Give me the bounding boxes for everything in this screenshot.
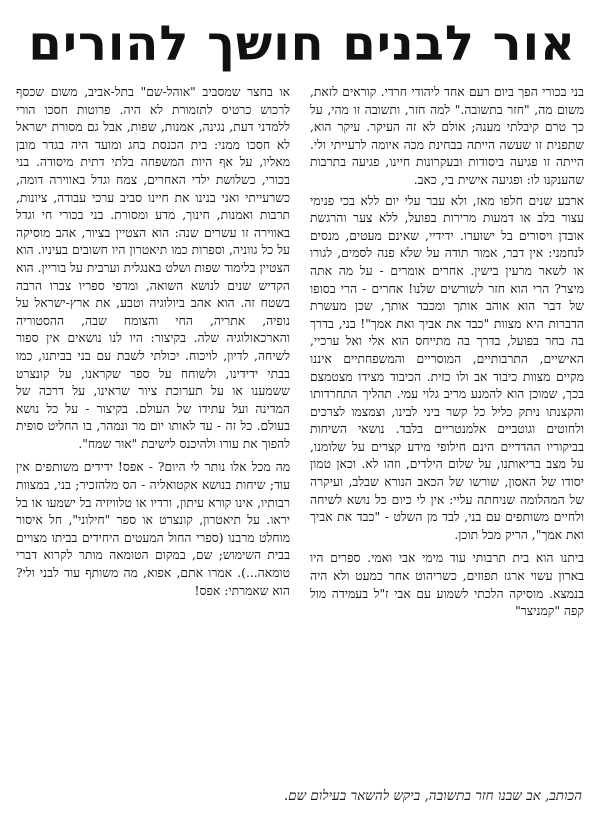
paragraph-left-2: מה מכל אלו נותר לי היום? - אפס! ידידים משותפים אין עוד; שיחות בנושא אקטואליה - הס מלהזכיר; בני, במצוות רבותיו, אינו קורא עיתון, ורדיו או טלוויזיה בל ישמעו או בל יראו. על תיאטרון, קונצרט או ספר "חילוני", חל איסור מוחלט מרבנו (ספרי החול המעטים היחידים בביתו מצויים בבית השימוש; שם, במקום הטומאה מותר לקרוא דברי טומאה...). אמרו אתם, אפוא, מה משותף עוד לבני ולי? הוא שאמרתי: אפס!: [16, 460, 290, 598]
article-title: אור לבנים חושך להורים: [28, 16, 576, 72]
author-caption: הכותב, אב שבנו חזר בתשובה, ביקש להשאר בעילום שם.: [283, 788, 582, 804]
paragraph-right-1: בני בכורי הפך ביום רעם אחד ליהודי חרדי. קוראים לזאת, משום מה, "חזר בתשובה." למה חזר, ותשובה זו מהי, על כך טרם קיבלתי מענה; אולם לא זה העיקר. עיקר הוא, שתפנית זו שעשה הייתה בבחינת מכה איומה לרעייתי ולי. הייתה זו פגיעה ביסודות ובעקרונות חיינו, פגיעה בתרבות שהענקנו לו: ופגיעה אישית בי, כאב.: [310, 85, 584, 187]
left-column: [16, 84, 290, 766]
paragraph-left-1: או בחצר שמסביב "אוהל-שם" בתל-אביב, משום שכסף לרכוש כרטיס לתזמורת לא היה. פרוטות חסכו הורי ללמדני דעת, נגינה, אמנות, שפות, אבל גם מסורת ישראל לא חסכו ממני: בית הכנסת בחג ומועד היה בגדר מובן מאליו, על אף היות המשפחה בלתי דתית מיסודה. בני בכורי, כשלושת ילדי האחרים, צמח וגדל באווירה דומה, כשרעייתי ואני בנינו את חיינו סביב ערכי עבודה, ציונות, תרבות ואמנות, חינוך, מדע ומסורת. בני בכורי חי וגדל באווירה זו עשרים שנה: הוא הצטיין בציור, אהב מוסיקה על כל גווניה, וספרות כמו תיאטרון היו חשובים בעיניו. הוא הצטיין בלימוד שפות ושלט באנגלית וערבית על בוריין. הוא הקדיש שנים לנושא השואה, ומדפי ספריו צברו הרבה בשטח זה. הוא אהב ביולוגיה וטבע, את ארץ-ישראל על נופיה, אתריה, החי והצומח שבה, ההסטוריה והארכאולוגיה שלה. בקיצור: היו לנו נושאים אין ספור לשיחה, לדיון, לויכוח. יכולתי לשבת עם בני בביתנו, כמו בבתי ידידינו, ולשוחח על ספר שקראנו, על קונצרט ששמענו או על תערוכת ציור שראינו, על דרכה של המדינה ועל עתידו של העולם. בקיצור - על כל נושא בעולם. כל זה - עד לאותו יום מר ונמהר, בו החליט סופית להפוך את עורו ולהיכנס לישיבת "אור שמח".: [16, 85, 290, 451]
paragraph-right-2: ארבע שנים חלפו מאז, ולא עבר עלי יום ללא בכי פנימי עצור בלב או דמעות מרירות בפועל, ללא צער והרגשת אובדן ויסורים בל ישוערו. ידידיי, שאינם מעטים, מנסים לנחמני: אין דבר, אמור תודה על שלא פנה לסמים, לגורו או לשאר מרעין בישין. אחרים אומרים - על מה אתה מיצר? הרי הוא חזר לשורשים שלנו! אחרים - הרי בסופו של דבר הוא אוהב אותך ומכבד אותך, שכן מעשרת הדברות היא מצוות "כבד את אביך ואת אמך"! בני, בדרך בה בחר בפועל, בדרך בה מתייחס הוא אלי ואל ערכיי, האישיים, התרבותיים, המוסריים והמשפחתיים איננו מקיים מצוות כיבוד אב ולו כזית. הכיבוד מצידו מצטמצם בכך, שמוכן הוא להמנע מריב גלוי עמי. תהליך התחרדותו והקצנתו ניתק כליל כל קשר ביני לבינו, וצמצמו לצרכים ולחוטים וגוטביים אלמנטריים בלבד. נושאי השיחות בביקוריו ההדדיים הינם חילופי מידע קצרים על שלומנו, על מצב בריאותנו, על שלום הילדים, וזהו לא. וכאן טמון יסודו של האסון, שורשו של הכאב הנורא שבלב, ועיקרה של המהלומה שניחתה עליי: אין לי כיום כל נושא לשיחה ולחיים משותפים עם בני, לבד מן השלט - "כבד את אביך ואת אמך", הריק מכל תוכן.: [310, 193, 584, 542]
paragraph-right-3: ביתנו הוא בית תרבותי עוד מימי אבי ואמי. ספרים היו בארון עשוי ארגז תפוזים, כשריהוט אחר כמעט ולא היה בנמצא. מוסיקה הלכתי לשמוע עם אבי ז"ל בעמידה מול קפה "קמניצר": [310, 551, 584, 619]
right-column: [310, 84, 584, 766]
article-columns: [16, 84, 584, 766]
